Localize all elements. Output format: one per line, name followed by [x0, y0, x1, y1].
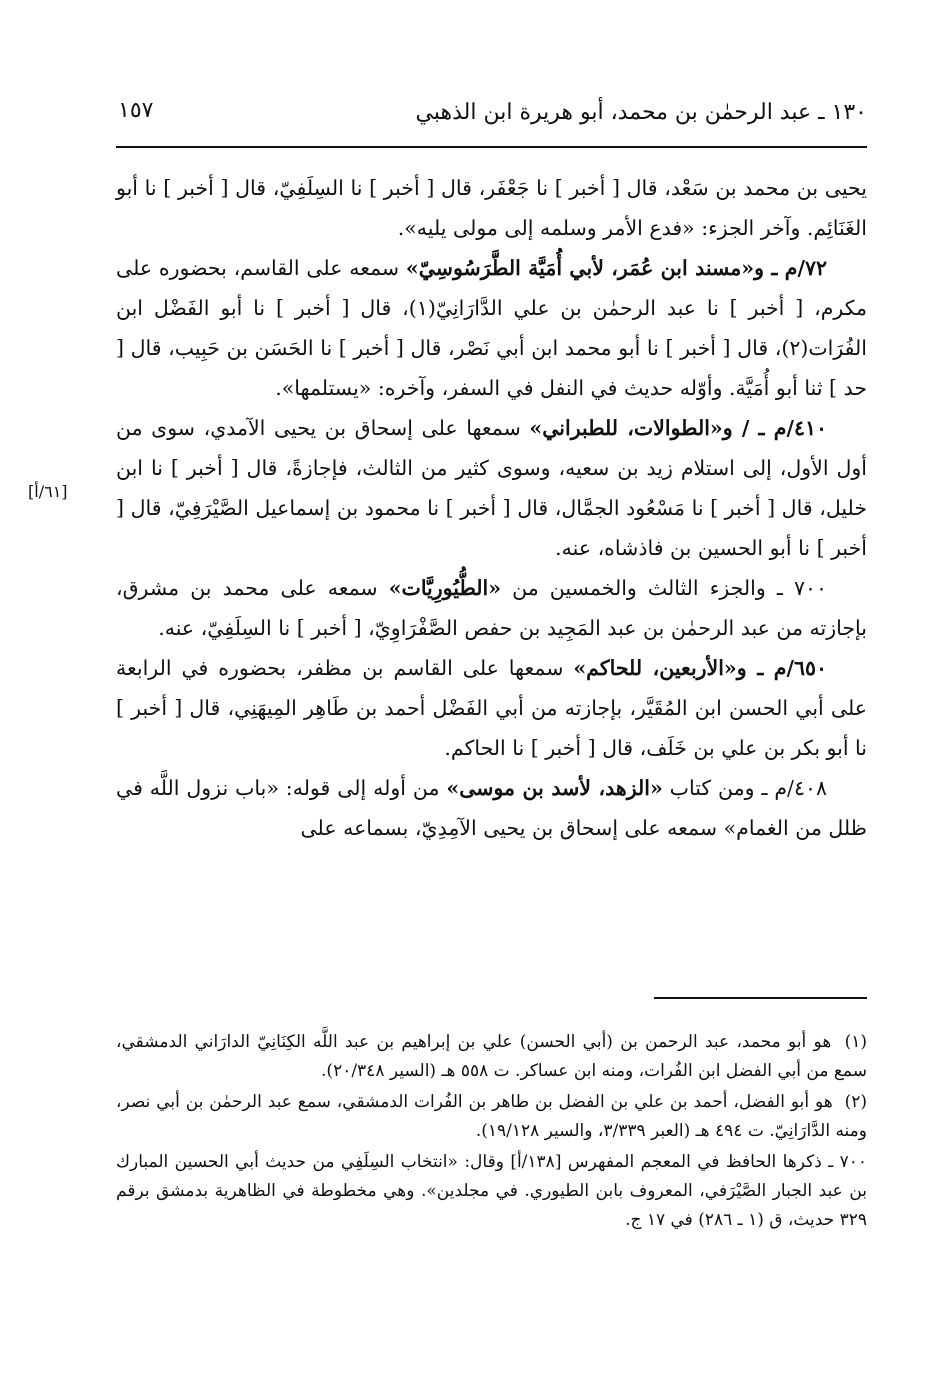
footnote-2	[116, 1088, 867, 1146]
entry-408	[116, 768, 867, 848]
entry-text: سمعها على القاسم بن مظفر، بحضوره في الرابعة على أبي الحسن ابن المُقَيَّر، بإجازته من أبي الفَضْل أحمد بن طَاهِر المِيهَنِي، قال [ أخبر ] نا أبو بكر بن علي بن خَلَف، قال [ أخبر ] نا الحاكم.	[116, 656, 867, 760]
entry-title: «الزهد، لأسد بن موسى»	[446, 776, 663, 800]
entry-title: «الأربعين، للحاكم»	[573, 656, 737, 680]
main-text	[116, 168, 867, 848]
footnote-number: ٧٠٠ ـ	[828, 1152, 868, 1172]
continued-paragraph: يحيى بن محمد بن سَعْد، قال [ أخبر ] نا جَعْفَر، قال [ أخبر ] نا السِلَفِيّ، قال [ أخبر ] نا أبو الغَنَائِم. وآخر الجزء: «فدع الأمر وسلمه إلى مولى يليه».	[116, 176, 867, 240]
footnote-rule	[654, 997, 867, 999]
footnote-700	[116, 1148, 867, 1235]
entry-number: ٤٠٨/م ـ ومن كتاب	[669, 776, 827, 800]
entry-number: ٦٥٠/م ـ و	[736, 656, 827, 680]
footnote-text: هو أبو الفضل، أحمد بن علي بن الفضل بن طاهر بن الفُرات الدمشقي، سمع عبد الرحمٰن بن أبي نصر، ومنه الدَّارَانِيّ. ت ٤٩٤ هـ (العبر ٣/٣٣٩، والسير ١٩/١٢٨).	[116, 1092, 867, 1141]
footnote-number: (٢)	[844, 1092, 868, 1112]
footnote-text: [١٣٨/أ] وقال: «انتخاب السِلَفِي من حديث أبي الحسين المبارك بن عبد الجبار الصَّيْرَفي، المعروف بابن الطيوري. في مجلدين». وهي مخطوطة في الظاهرية بدمشق برقم ٣٢٩ حديث، ق (١ ـ ٢٨٦) في ١٧ ج.	[116, 1152, 867, 1230]
page-number: ١٥٧	[118, 98, 154, 123]
header-rule	[116, 146, 867, 148]
footnote-lead: ذكرها الحافظ في المعجم المفهرس	[567, 1152, 822, 1172]
running-head: ١٣٠ ـ عبد الرحمٰن بن محمد، أبو هريرة ابن الذهبي	[415, 100, 867, 125]
entry-number: ٤١٠/م ـ / و	[722, 416, 827, 440]
footnote-text: هو أبو محمد، عبد الرحمن بن (أبي الحسن) علي بن إبراهيم بن عبد اللَّه الكِنَانِيّ الدارَاني الدمشقي، سمع من أبي الفضل ابن الفُرات، ومنه ابن عساكر. ت ٥٥٨ هـ (السير ٢٠/٣٤٨).	[116, 1032, 867, 1081]
margin-folio-note: [٦١/أ]	[28, 482, 68, 501]
entry-700	[116, 568, 867, 648]
entry-text: سمعه على القاسم، بحضوره على مكرم، [ أخبر ] نا عبد الرحمٰن بن علي الدَّارَانِيّ(١)، قال [ أخبر ] نا أبو الفَضْل ابن الفُرَات(٢)، قال [ أخبر ] نا أبو محمد ابن أبي نَصْر، قال [ أخبر ] نا الحَسَن بن حَبِيب، قال [ حد ] ثنا أبو أُمَيَّة. وأوّله حديث في النفل في السفر، وآخره: «يستلمها».	[116, 256, 867, 400]
entry-title: «مسند ابن عُمَر، لأبي أُمَيَّة الطَّرَسُوسِيّ»	[405, 256, 755, 280]
entry-72	[116, 248, 867, 408]
entry-650	[116, 648, 867, 768]
page-header	[116, 92, 867, 138]
entry-title: «الطوالات، للطبراني»	[529, 416, 723, 440]
footnote-1	[116, 1028, 867, 1086]
entry-text: سمعها على إسحاق بن يحيى الآمدي، سوى من أول الأول، إلى استلام زيد بن سعيه، وسوى كثير من الثالث، فإجازةً، قال [ أخبر ] نا ابن خليل، قال [ أخبر ] نا مَسْعُود الجمَّال، قال [ أخبر ] نا محمود بن إسماعيل الصَّيْرَفِيّ، قال [ أخبر ] نا أبو الحسين بن فاذشاه، عنه.	[116, 416, 867, 560]
entry-text: من أوله إلى قوله: «باب نزول اللَّه في ظلل من الغمام» سمعه على إسحاق بن يحيى الآمِدِيّ، بسماعه على	[116, 776, 867, 840]
footnotes	[116, 1028, 867, 1237]
footnote-number: (١)	[844, 1032, 867, 1052]
entry-number: ٧٠٠ ـ والجزء الثالث والخمسين من	[512, 576, 827, 600]
entry-title: «الطُّيُورِيَّات»	[388, 576, 502, 600]
entry-410	[116, 408, 867, 568]
entry-number: ٧٢/م ـ و	[754, 256, 827, 280]
entry-text: سمعه على محمد بن مشرق، بإجازته من عبد الرحمٰن بن عبد المَجِيد بن حفص الصَّفْرَاوِيّ، [ أخبر ] نا السِلَفِيّ، عنه.	[116, 576, 867, 640]
